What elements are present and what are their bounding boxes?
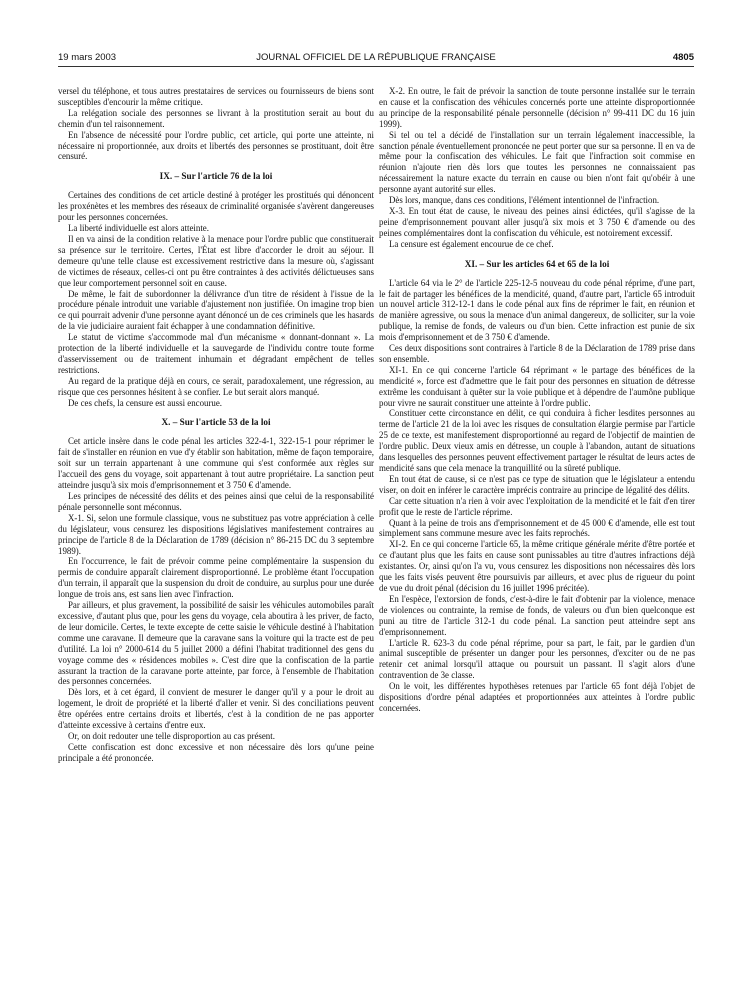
paragraph: Dès lors, manque, dans ces conditions, l'élément intentionnel de l'infraction. <box>389 195 660 206</box>
header-date: 19 mars 2003 <box>58 52 117 63</box>
paragraph: La censure est également encourue de ce chef. <box>389 238 554 249</box>
paragraph: Dès lors, et à cet égard, il convient de mesurer le danger qu'il y a pour le droit au logement, le droit de propriété et la liberté d'aller et venir. Si des conciliations peuvent être opérées entre certains droits et libertés, c'est à la condition de ne pas apporter d'atteinte excessive à certains d'entre eux. <box>58 687 374 731</box>
section-heading-x: X. – Sur l'article 53 de la loi <box>161 417 271 428</box>
left-column <box>58 86 374 986</box>
paragraph: versel du téléphone, et tous autres prestataires de services ou fournisseurs de biens sont susceptibles d'encourir la même critique. <box>58 86 374 107</box>
paragraph: Il en va ainsi de la condition relative à la menace pour l'ordre public que constituerait sa présence sur le territoire. Certes, l'État est libre d'accorder le droit au séjour. Il demeure qu'une telle clause est excessivement restrictive dans la mesure où, s'agissant de victimes de réseaux, celles-ci ont pu être contraintes à des activités délictueuses sans que leur comportement personnel soit en cause. <box>58 233 374 288</box>
header-journal-title: JOURNAL OFFICIEL DE LA RÉPUBLIQUE FRANÇAISE <box>256 52 496 63</box>
paragraph: X-2. En outre, le fait de prévoir la sanction de toute personne installée sur le terrain en cause et la confiscation des véhicules concernés porte une atteinte disproportionnée au principe de la responsabilité pénale personnelle (décision n° 99-411 DC du 16 juin 1999). <box>379 86 695 129</box>
section-heading-ix: IX. – Sur l'article 76 de la loi <box>159 171 273 182</box>
paragraph: Si tel ou tel a décidé de l'installation sur un terrain légalement inaccessible, la sanction pénale éventuellement prononcée ne peut porter que sur sa personne. Il en va de même pour la confiscation des véhicules. Le fait que l'infraction soit commise en réunion n'ajoute rien dès lors que toutes les personnes ne connaissaient pas nécessairement la nature exacte du terrain en cause ou bien n'ont fait qu'obéir à une personne ayant autorité sur elles. <box>379 129 695 195</box>
paragraph: Le statut de victime s'accommode mal d'un mécanisme « donnant-donnant ». La protection de la liberté individuelle et la sauvegarde de l'individu contre toute forme d'asservissement ou de traitement inhumain et dégradant empêchent de telles restrictions. <box>58 332 374 375</box>
paragraph: On le voit, les différentes hypothèses retenues par l'article 65 font déjà l'objet de dispositions d'ordre pénal adaptées et proportionnées aux atteintes à l'ordre public concernées. <box>379 681 695 713</box>
paragraph: Certaines des conditions de cet article destiné à protéger les prostitués qui dénoncent les proxénètes et les membres des réseaux de criminalité organisée s'avèrent dangereuses pour les personnes concernées. <box>58 190 374 223</box>
paragraph: En l'espèce, l'extorsion de fonds, c'est-à-dire le fait d'obtenir par la violence, menace de violences ou contrainte, la remise de fonds, de valeurs ou d'un bien quelconque est puni au titre de l'article 312-1 du code pénal. La sanction peut atteindre sept ans d'emprisonnement. <box>379 593 695 637</box>
paragraph: Car cette situation n'a rien à voir avec l'exploitation de la mendicité et le fait d'en tirer profit que le reste de l'article réprime. <box>379 495 695 517</box>
paragraph: X-1. Si, selon une formule classique, vous ne substituez pas votre appréciation à celle du législateur, vous censurez les dispositions législatives manifestement contraires au principe de l'article 8 de la Déclaration de 1789 (décision n° 86-215 DC du 3 septembre 1989). <box>58 512 374 556</box>
paragraph: La relégation sociale des personnes se livrant à la prostitution serait au bout du chemin d'un tel raisonnement. <box>58 107 374 129</box>
header-page-number: 4805 <box>672 52 694 63</box>
paragraph: XI-2. En ce qui concerne l'article 65, la même critique générale mérite d'être portée et ce d'autant plus que les faits en cause sont punissables au titre d'autres infractions déjà existantes. Or, ainsi qu'on l'a vu, vous censurez les dispositions non nécessaires dès lors que les faits visés peuvent être poursuivis par ailleurs, et avec plus de rigueur du point de vue du droit pénal (décision du 16 juillet 1996 précitée). <box>379 539 695 593</box>
paragraph: De ces chefs, la censure est aussi encourue. <box>68 397 223 408</box>
paragraph: X-3. En tout état de cause, le niveau des peines ainsi édictées, qu'il s'agisse de la peine d'emprisonnement pouvant aller jusqu'à six mois et 3 750 € d'amende ou des peines complémentaires dont la confiscation du véhicule, est notoirement excessif. <box>379 205 695 238</box>
paragraph: Quant à la peine de trois ans d'emprisonnement et de 45 000 € d'amende, elle est tout simplement sans commune mesure avec les faits reprochés. <box>379 517 695 539</box>
paragraph: L'article 64 via le 2° de l'article 225-12-5 nouveau du code pénal réprime, d'une part, le fait de partager les bénéfices de la mendicité, quand, d'autre part, l'article 65 introduit un nouvel article 312-12-1 dans le code pénal aux fins de réprimer le fait, en réunion et de manière agressive, ou sous la menace d'un animal dangereux, de solliciter, sur la voie publique, la remise de fonds, de valeurs ou d'un bien. Cette infraction est punie de six mois d'emprisonnement et de 3 750 € d'amende. <box>379 277 695 343</box>
paragraph: Ces deux dispositions sont contraires à l'article 8 de la Déclaration de 1789 prise dans son ensemble. <box>379 343 695 364</box>
paragraph: En l'absence de nécessité pour l'ordre public, cet article, qui porte une atteinte, ni nécessaire ni proportionnée, aux droits et libertés des personnes se prostituant, doit être censuré. <box>58 129 374 162</box>
paragraph: Les principes de nécessité des délits et des peines ainsi que celui de la responsabilité pénale personnelle sont méconnus. <box>58 491 374 512</box>
paragraph: En l'occurrence, le fait de prévoir comme peine complémentaire la suspension du permis de conduire apparaît clairement disproportionné. Le problème étant l'occupation d'un terrain, il apparaît que la suspension du droit de conduire, au surplus pour une durée longue de trois ans, est sans lien avec l'infraction. <box>58 556 374 600</box>
paragraph: Or, on doit redouter une telle disproportion au cas présent. <box>68 730 275 741</box>
paragraph: Par ailleurs, et plus gravement, la possibilité de saisir les véhicules automobiles paraît excessive, d'autant plus que, pour les gens du voyage, cela aboutira à les priver, de facto, de leur domicile. Certes, le texte excepte de cette saisie le véhicule destiné à l'habitation comme une caravane. Il demeure que la caravane sans la voiture qui la tracte est de peu d'utilité. La loi n° 2000-614 du 5 juillet 2000 a défini l'habitat traditionnel des gens du voyage comme des « résidences mobiles ». C'est dire que la confiscation de la partie assurant la traction de la caravane porte atteinte, par force, à l'ensemble de l'habitation des personnes concernées. <box>58 600 374 687</box>
header-rule <box>58 66 694 67</box>
paragraph: Au regard de la pratique déjà en cours, ce serait, paradoxalement, une régression, au risque que ces personnes hésitent à se confier. Le but serait alors manqué. <box>58 375 374 397</box>
paragraph: De même, le fait de subordonner la délivrance d'un titre de résident à l'issue de la procédure pénale introduit une variable d'ajustement non justifiée. On imagine trop bien ce qui pourrait advenir d'une personne ayant dénoncé un de ces criminels que les hasards de la vie judiciaire auraient fait échapper à une condamnation définitive. <box>58 288 374 332</box>
paragraph: L'article R. 623-3 du code pénal réprime, pour sa part, le fait, par le gardien d'un animal susceptible de présenter un danger pour les personnes, d'exciter ou de ne pas retenir cet animal lorsqu'il attaque ou poursuit un passant. Il s'agit alors d'une contravention de 3e classe. <box>379 637 695 681</box>
paragraph: La liberté individuelle est alors atteinte. <box>68 223 209 234</box>
paragraph: Cette confiscation est donc excessive et non nécessaire dès lors qu'une peine principale a été prononcée. <box>58 741 374 763</box>
right-column <box>379 86 695 986</box>
paragraph: Cet article insère dans le code pénal les articles 322-4-1, 322-15-1 pour réprimer le fait de s'installer en réunion en vue d'y établir son habitation, même de façon temporaire, soit sur un terrain appartenant à une commune qui s'est conformée aux règles sur l'accueil des gens du voyage, soit appartenant à tout autre propriétaire. La sanction peut atteindre jusqu'à six mois d'emprisonnement et 3 750 € d'amende. <box>58 436 374 491</box>
paragraph: En tout état de cause, si ce n'est pas ce type de situation que le législateur a entendu viser, on doit en inférer le caractère imprécis contraire au principe de légalité des délits. <box>379 473 695 495</box>
paragraph: XI-1. En ce qui concerne l'article 64 réprimant « le partage des bénéfices de la mendicité », force est d'admettre que le fait pour des personnes en situation de détresse extrême les conduisant à quêter sur la voie publique et à dépendre de l'aumône publique pour vivre ne saurait constituer une atteinte à l'ordre public. <box>379 364 695 408</box>
section-heading-xi: XI. – Sur les articles 64 et 65 de la loi <box>464 258 610 269</box>
paragraph: Constituer cette circonstance en délit, ce qui conduira à ficher lesdites personnes au terme de l'article 21 de la loi avec les risques de consultation élargie permise par l'article 25 de ce texte, est manifestement disproportionné au regard de l'objectif de maintien de l'ordre public. Deux vieux amis en détresse, un couple à l'abandon, autant de situations dans lesquelles des personnes peuvent effectivement partager le résultat de leurs actes de mendicité sans que cela menace la tranquillité ou la sûreté publique. <box>379 408 695 473</box>
page-header <box>58 52 694 66</box>
